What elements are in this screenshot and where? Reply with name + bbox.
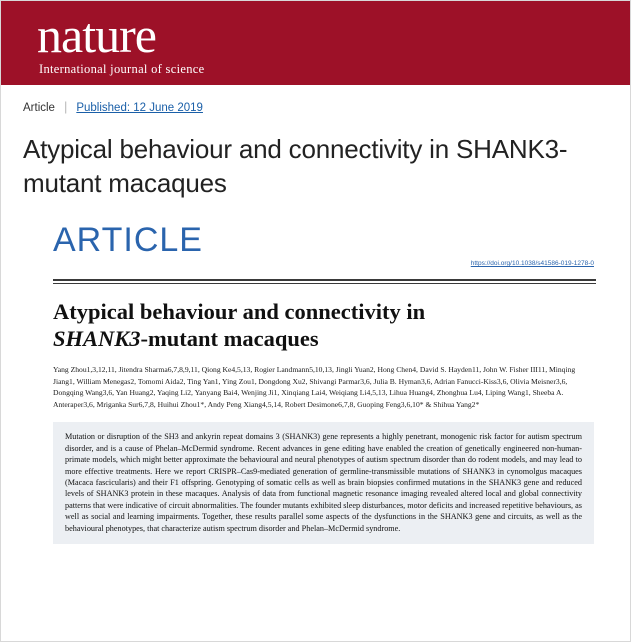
doi-link[interactable]: https://doi.org/10.1038/s41586-019-1278-0 xyxy=(470,260,594,267)
page-title: Atypical behaviour and connectivity in SHANK3-mutant macaques xyxy=(23,134,568,198)
nature-tagline: International journal of science xyxy=(39,62,205,76)
pdf-preview xyxy=(19,222,612,544)
abstract-text: Mutation or disruption of the SH3 and ankyrin repeat domains 3 (SHANK3) gene represents a highly penetrant, monogenic risk factor for autism spectrum disorder, and is a cause of Phelan–McDermid syndrome. Recent advances in gene editing have enabled the creation of genetically engineered non-human-primate models, which might better approximate the behavioural and neural phenotypes of autism spectrum disorder than do rodent models, and may lead to more effective treatments. Here we report CRISPR–Cas9-mediated generation of germline-transmissible mutations of SHANK3 in cynomolgus macaques (Macaca fascicularis) and their F1 offspring. Genotyping of somatic cells as well as brain biopsies confirmed mutations in the SHANK3 gene and reduced levels of SHANK3 protein in these macaques. Analysis of data from functional magnetic resonance imaging revealed altered local and global connectivity patterns that were indicative of circuit abnormalities. The founder mutants exhibited sleep disturbances, motor deficits and increased repetitive behaviours, as well as social and learning impairments. Together, these results parallel some aspects of the dysfunctions in the SHANK3 gene and circuits, as well as the behavioural phenotypes, that characterize autism spectrum disorder and Phelan–McDermid syndrome. xyxy=(65,432,582,533)
paper-title-gene: SHANK3 xyxy=(53,326,141,351)
paper-title-line2-rest: -mutant macaques xyxy=(140,326,319,351)
abstract-box xyxy=(53,422,594,544)
pdf-section-heading: ARTICLE xyxy=(53,221,203,259)
paper-title-line1: Atypical behaviour and connectivity in xyxy=(53,299,426,324)
article-meta-bar xyxy=(1,85,630,114)
meta-divider: | xyxy=(63,99,68,114)
author-list: Yang Zhou1,3,12,11, Jitendra Sharma6,7,8,9,11, Qiong Ke4,5,13, Rogier Landmann5,10,13, Jingli Yuan2, Hong Chen4, David S. Hayden11, John W. Fisher III11, Minqing Jiang1, William Menegas2, Tomomi Aida2, Ting Yan1, Ying Zou1, Dongdong Xu2, Shivangi Parmar3,6, Julia B. Hyman3,6, Adrian Fanucci-Kiss3,6, Olivia Meisner3,6, Dongqing Wang3,6, Yan Huang2, Yaqing Li2, Yanyang Bai4, Wenjing Ji1, Xinqiang Lai4, Weiqiang Li4,5,13, Lihua Huang4, Zhonghua Lu4, Liping Wang1, Sheeba A. Anteraper3,6, Mriganka Sur6,7,8, Huihui Zhou1*, Andy Peng Xiang4,5,14, Robert Desimone6,7,8, Guoping Feng3,6,10* & Shihua Yang2* xyxy=(53,365,576,409)
doi-row xyxy=(19,260,612,276)
published-date-link[interactable]: Published: 12 June 2019 xyxy=(76,102,203,114)
nature-masthead xyxy=(1,1,630,85)
nature-logo[interactable]: nature xyxy=(37,7,156,63)
header-rule xyxy=(53,279,596,284)
article-type-label: Article xyxy=(23,102,55,114)
paper-title xyxy=(53,298,582,352)
